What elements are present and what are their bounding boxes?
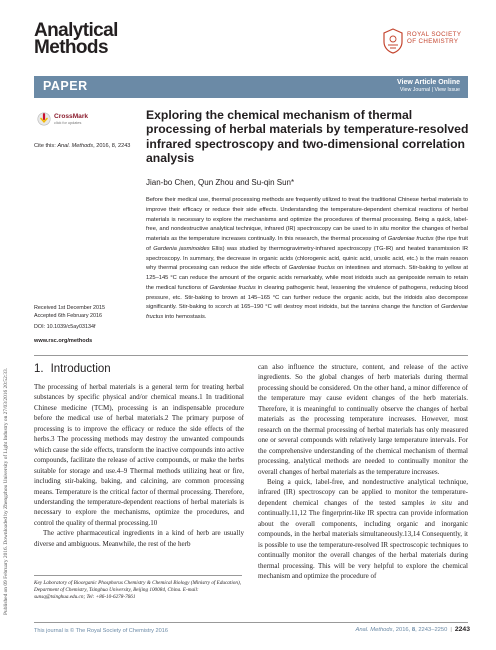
section-number: 1. — [34, 363, 44, 375]
left-column — [34, 382, 244, 549]
header-divider — [34, 355, 468, 356]
crossmark-title: CrossMark — [54, 113, 89, 120]
view-article-online-link[interactable]: View Article Online — [396, 79, 460, 86]
affiliation-footnote: Key Laboratory of Bioorganic Phosphorus Chemistry & Chemical Biology (Ministry of Education), Department of Chemistry, Tsinghua University, Beijing 100084, China. E-mail: sunsq@tsinghua.edu.cn; Tel: +86-10-6278-7661 — [34, 580, 242, 601]
footer-year: , 2016, — [392, 627, 412, 633]
abstract-text: into hemostasis. — [163, 314, 207, 320]
received-date: Received 1st December 2015 — [34, 305, 106, 311]
rsc-line2: OF CHEMISTRY — [407, 37, 459, 45]
paragraph-text: and continually.11,12 The fingerprint-like IR spectra can provide information about the overall components, including organic and inorganic compounds, in the herbal materials simultaneously.13,14 Consequently, it is possible to use the temperature-resolved IR spectroscopic techniques to continually monitor the overall changes of the herbal materials during thermal processing. This will be very helpful to explore the chemical mechanism and optimize the procedure of — [258, 498, 468, 581]
journal-title-line1: Analytical — [34, 20, 118, 41]
citation — [34, 143, 144, 149]
intro-paragraph: can also influence the structure, content, and release of the active ingredients. So the global changes of herb materials during thermal processing should be considered. On the other hand, a minor difference of the temperature may cause evident changes of the herb materials. Therefore, it is meaningful to continually observe the changes of herbal materials as the processing temperature increases. However, most research on the thermal processing of herbal materials has only measured one or several compounds with relatively large temperature intervals. For the comprehensive understanding of the chemical mechanism of thermal processing, analytical methods are needed to continually monitor the overall changes of herbal materials as the temperature increases. — [258, 363, 468, 476]
abstract-text: Before their medical use, thermal processing methods are frequently utilized to treat the traditional Chinese herbal materials to improve their efficacy or reduce their side effects. Understanding the temperature-dependent chemical reactions of herbal materials is necessary to explore the mechanisms and optimize the procedures of thermal processing. Being a quick, label-free, and nondestructive analytical technique, infrared (IR) spectroscopy can be used to in situ monitor the changes of herbal materials as the temperature increases continually. In this research, the thermal processing of — [146, 197, 468, 242]
download-note: Published on 09 February 2016. Downloaded by Zhengzhou University of Light Industry on 27/03/2016 20:52:33. — [3, 367, 9, 615]
citation-journal: Anal. Methods — [57, 143, 94, 149]
intro-paragraph — [258, 477, 468, 582]
doi[interactable]: DOI: 10.1039/c5ay03134f — [34, 324, 96, 330]
citation-details: , 2016, 8, 2243 — [93, 143, 131, 149]
abstract-species-name: Gardeniae fructus — [146, 304, 468, 320]
intro-paragraph: The processing of herbal materials is a general term for treating herbal substances by specific physical and/or chemical means.1 In traditional Chinese medicine (TCM), processing is an indispensable procedure before the medical use of herbal materials.2 The primary purpose of processing is to improve the efficacy or reduce the side effects of the herbs.3 The processing methods may destroy the unwanted compounds which cause the side effects, transform the inactive compounds into active compounds, facilitate the release of active compounds, or make the herbs suitable for storage and use.4–9 Thermal methods utilizing heat or fire, including stir-baking, baking, and calcining, are common processing means. Temperature is the critical factor of thermal processing. Therefore, understanding the temperature-dependent reactions of herbal materials is necessary to explore the mechanisms, optimize the procedures, and control the quality of thermal processing.10 — [34, 383, 244, 527]
rsc-line1: ROYAL SOCIETY — [407, 31, 462, 38]
footer-divider — [34, 622, 468, 623]
section-title: Introduction — [50, 363, 111, 375]
page-number: 2243 — [454, 626, 470, 633]
paragraph-emphasis: in situ — [430, 498, 452, 507]
footnote-divider — [34, 575, 242, 576]
abstract — [146, 196, 468, 323]
article-type-label: PAPER — [43, 79, 88, 93]
footer-pages: , 2243–2250 — [415, 627, 448, 633]
paragraph-text: Being a quick, label-free, and nondestructive analytical technique, infrared (IR) spectroscopy can be applied to monitor the temperature-dependent chemical changes of the tested samples — [258, 477, 468, 507]
copyright-notice: This journal is © The Royal Society of Chemistry 2016 — [34, 628, 168, 634]
rsc-crest-icon — [382, 28, 404, 54]
journal-title[interactable] — [34, 22, 174, 56]
intro-paragraph: The active pharmaceutical ingredients in a kind of herb are usually diverse and ambiguous. Meanwhile, the rest of the herb — [34, 529, 244, 548]
rsc-wordmark — [407, 32, 469, 45]
abstract-text: on intestines and stomach. Stir-baking to yellow at 125–145 °C can reduce the amount of the organic acids remarkably, while most iridoids such as geniposide remain to retain the medical functions of — [146, 265, 468, 291]
footer-volume: 8 — [411, 627, 416, 633]
crossmark-icon — [37, 112, 51, 126]
crossmark-badge[interactable] — [37, 112, 97, 126]
article-authors: Jian-bo Chen, Qun Zhou and Su-qin Sun* — [146, 178, 295, 187]
article-history — [34, 304, 138, 320]
citation-prefix: Cite this: — [34, 143, 56, 149]
crossmark-subtitle: click for updates — [54, 120, 82, 125]
view-journal-issue-links[interactable]: View Journal | View Issue — [399, 87, 460, 93]
abstract-species-name: Gardeniae fructus — [387, 236, 434, 242]
abstract-text: Ellis) was studied by thermogravimetry-infrared spectroscopy (TG-IR) and heated transmission IR spectroscopy. In summary, the decrease in organic acids (chlorogenic acid, quinic acid, ursolic acid, etc.) is the main reason why thermal processing can reduce the side effects of — [146, 245, 468, 272]
accepted-date: Accepted 6th February 2016 — [34, 313, 103, 319]
rsc-logo[interactable] — [382, 28, 468, 54]
footer-journal: Anal. Methods — [355, 627, 393, 633]
abstract-species-name: Gardeniae fructus — [209, 284, 256, 291]
page-footer-citation — [355, 626, 470, 633]
abstract-species-name: Gardeniae fructus — [288, 265, 335, 272]
article-title: Exploring the chemical mechanism of thermal processing of herbal materials by temperature-resolved infrared spectroscopy and two-dimensional correlation analysis — [146, 108, 469, 166]
article-type-banner — [34, 76, 468, 98]
journal-title-line2: Methods — [34, 37, 108, 58]
section-heading — [34, 363, 214, 375]
journal-url[interactable]: www.rsc.org/methods — [34, 338, 93, 344]
abstract-species-name: Gardenia jasminoides — [153, 245, 210, 252]
footer-separator: | — [450, 627, 452, 633]
right-column — [258, 362, 468, 582]
abstract-text: in clearing pathogenic heat, lessening the virulence of pathogens, reducing blood pressure, etc. Stir-baking to brown at 145–165 °C can further reduce the organic acids, but the iridoids also decompose significantly. Stir-baking to scorch at 165–190 °C will destroy most iridoids, but the tannins change the function of — [146, 284, 468, 311]
abstract-text: (the ripe fruit of — [146, 236, 468, 252]
